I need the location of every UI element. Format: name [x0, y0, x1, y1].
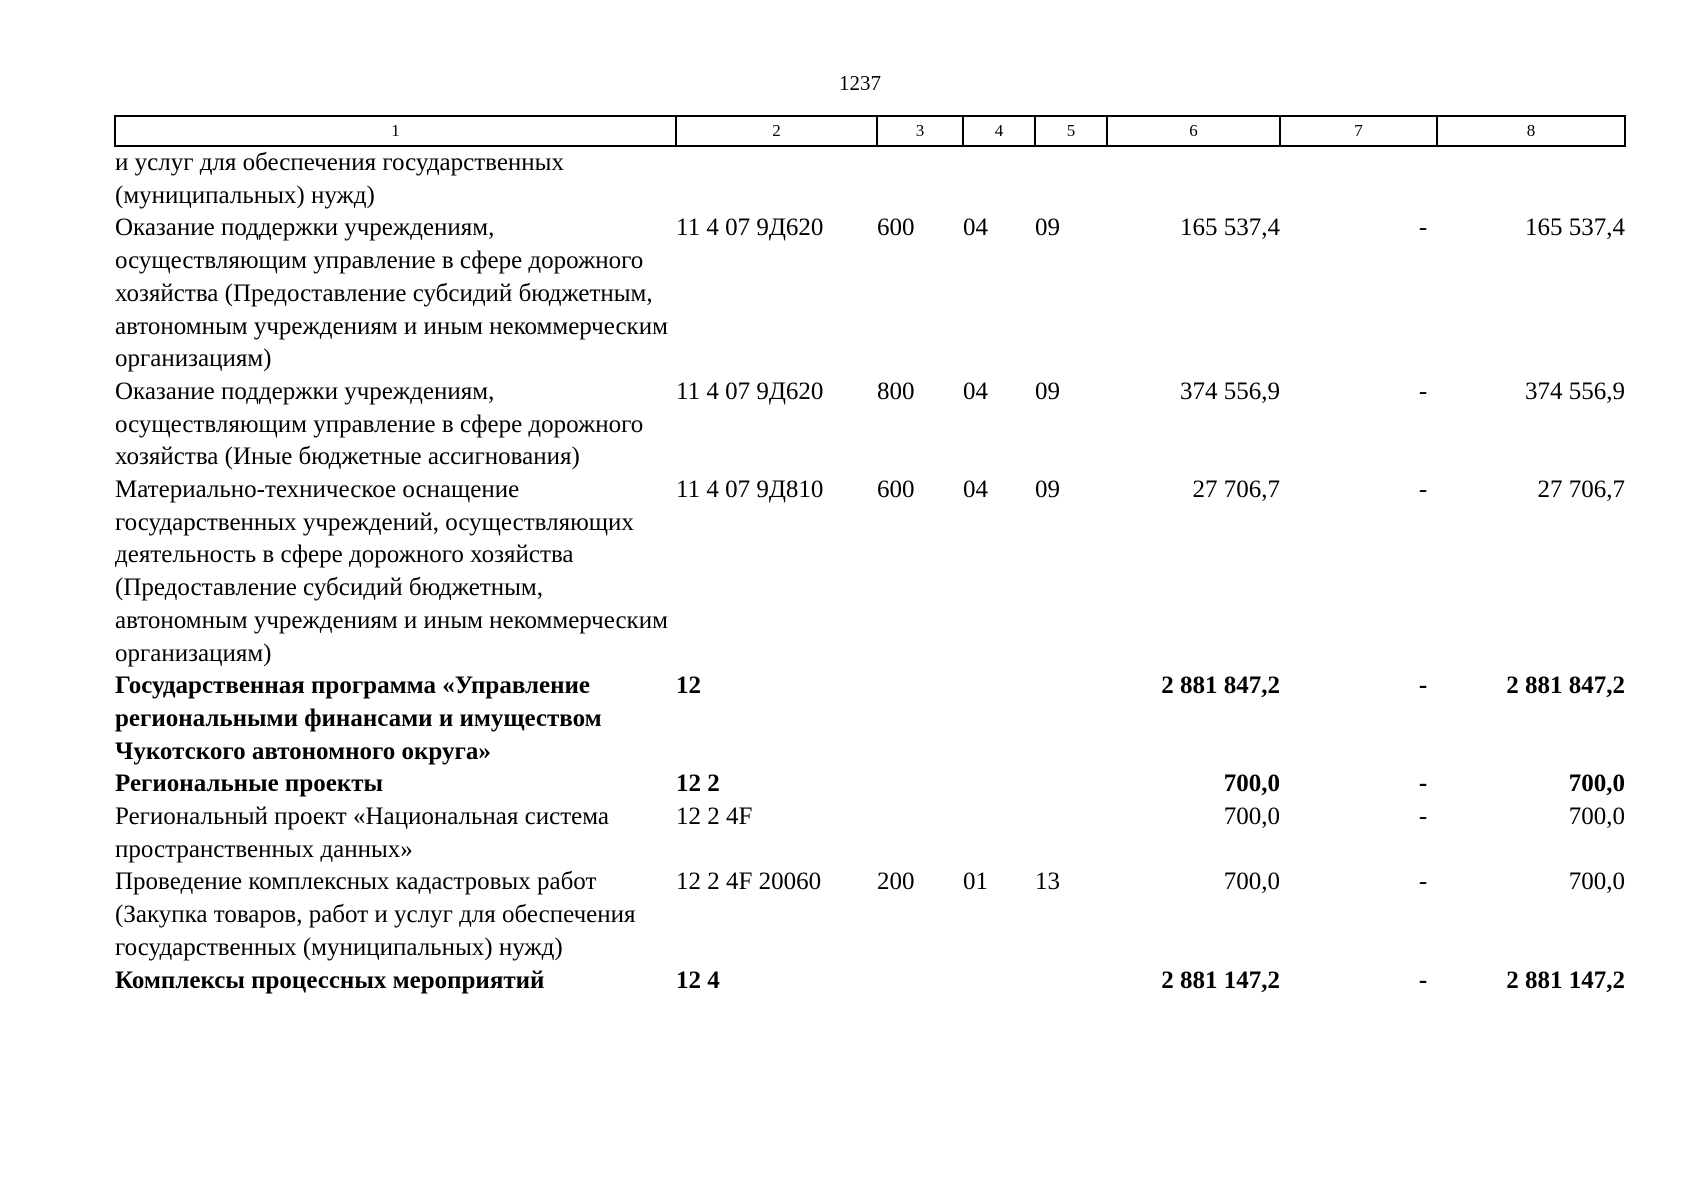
row-expense-type: 200 — [877, 868, 915, 896]
row-amount-8: 2 881 847,2 — [1506, 672, 1625, 700]
header-col-2: 2 — [676, 116, 877, 146]
row-section — [963, 768, 1035, 801]
row-amount-7 — [1280, 768, 1437, 801]
row-code: 12 4 — [676, 966, 720, 994]
row-amount-7 — [1280, 866, 1437, 964]
row-amount-6: 27 706,7 — [1192, 476, 1280, 504]
row-subsection: 09 — [1035, 214, 1060, 242]
row-amount-7 — [1280, 965, 1437, 998]
row-code: 12 2 4F 20060 — [676, 868, 822, 896]
table-row — [115, 212, 1625, 376]
row-section: 04 — [963, 214, 988, 242]
row-amount-6: 700,0 — [1223, 868, 1280, 896]
row-amount-7 — [1280, 376, 1437, 474]
row-section — [963, 146, 1035, 212]
row-amount-6 — [1107, 146, 1280, 212]
row-amount-7-value: - — [1418, 868, 1428, 896]
row-section: 04 — [963, 476, 988, 504]
row-code: 12 2 4F — [676, 803, 753, 831]
row-expense-type — [877, 801, 963, 866]
row-amount-8: 700,0 — [1568, 803, 1625, 831]
row-amount-7 — [1280, 212, 1437, 376]
header-col-7: 7 — [1280, 116, 1437, 146]
row-amount-7-value: - — [1418, 214, 1428, 242]
row-code: 11 4 07 9Д810 — [676, 476, 824, 504]
row-amount-6: 374 556,9 — [1180, 377, 1280, 405]
row-amount-7-value: - — [1418, 770, 1428, 798]
row-amount-7 — [1280, 146, 1437, 212]
row-section — [963, 801, 1035, 866]
row-name: Оказание поддержки учреждениям, осуществляющим управление в сфере дорожного хозяйства (Предоставление субсидий бюджетным, автономным учреждениям и иным некоммерческим организациям) — [115, 214, 668, 373]
row-expense-type: 800 — [877, 377, 915, 405]
row-amount-7-value: - — [1418, 476, 1428, 504]
row-name: Государственная программа «Управление региональными финансами и имуществом Чукотского автономного округа» — [115, 672, 602, 765]
row-name: и услуг для обеспечения государственных (муниципальных) нужд) — [115, 149, 564, 209]
header-row — [115, 116, 1625, 146]
row-amount-8: 165 537,4 — [1525, 214, 1625, 242]
row-expense-type — [877, 768, 963, 801]
header-col-6: 6 — [1107, 116, 1280, 146]
table-body — [115, 146, 1625, 997]
table-row — [115, 146, 1625, 212]
row-expense-type: 600 — [877, 476, 915, 504]
table-row — [115, 474, 1625, 670]
row-expense-type: 600 — [877, 214, 915, 242]
row-amount-8: 374 556,9 — [1525, 377, 1625, 405]
row-amount-7 — [1280, 474, 1437, 670]
row-name: Материально-техническое оснащение государственных учреждений, осуществляющих деятельность в сфере дорожного хозяйства (Предоставление субсидий бюджетным, автономным учреждениям и иным некоммерческим организациям) — [115, 476, 668, 667]
row-expense-type — [877, 965, 963, 998]
row-amount-7 — [1280, 801, 1437, 866]
row-subsection — [1035, 965, 1107, 998]
table-header — [115, 116, 1625, 146]
budget-table — [114, 115, 1626, 997]
row-amount-8: 700,0 — [1568, 770, 1625, 798]
header-col-4: 4 — [963, 116, 1035, 146]
row-amount-6: 2 881 147,2 — [1161, 966, 1280, 994]
row-amount-8 — [1437, 146, 1625, 212]
row-name: Комплексы процессных мероприятий — [115, 966, 545, 994]
row-amount-6: 700,0 — [1223, 770, 1280, 798]
row-amount-8: 700,0 — [1568, 868, 1625, 896]
row-code: 11 4 07 9Д620 — [676, 214, 824, 242]
table-row — [115, 376, 1625, 474]
row-amount-7-value: - — [1418, 672, 1428, 700]
row-amount-7-value: - — [1418, 377, 1428, 405]
row-subsection — [1035, 768, 1107, 801]
row-name: Региональный проект «Национальная система пространственных данных» — [115, 803, 609, 863]
row-subsection: 09 — [1035, 377, 1060, 405]
row-code: 12 2 — [676, 770, 720, 798]
row-expense-type — [877, 670, 963, 768]
row-section — [963, 965, 1035, 998]
header-col-8: 8 — [1437, 116, 1625, 146]
row-amount-7-value: - — [1418, 803, 1428, 831]
row-amount-8: 27 706,7 — [1537, 476, 1625, 504]
row-subsection: 09 — [1035, 476, 1060, 504]
row-amount-6: 2 881 847,2 — [1161, 672, 1280, 700]
row-expense-type — [877, 146, 963, 212]
page-number: 1237 — [839, 71, 881, 95]
table-row — [115, 965, 1625, 998]
table-row — [115, 801, 1625, 866]
table-row — [115, 866, 1625, 964]
header-col-1: 1 — [115, 116, 676, 146]
row-subsection — [1035, 670, 1107, 768]
table-row — [115, 670, 1625, 768]
row-section: 01 — [963, 868, 988, 896]
row-name: Оказание поддержки учреждениям, осуществляющим управление в сфере дорожного хозяйства (Иные бюджетные ассигнования) — [115, 377, 644, 471]
header-col-5: 5 — [1035, 116, 1107, 146]
row-code: 11 4 07 9Д620 — [676, 377, 824, 405]
row-code — [676, 146, 877, 212]
row-amount-6: 165 537,4 — [1180, 214, 1280, 242]
row-amount-7 — [1280, 670, 1437, 768]
header-col-3: 3 — [877, 116, 963, 146]
row-section: 04 — [963, 377, 988, 405]
table-row — [115, 768, 1625, 801]
row-section — [963, 670, 1035, 768]
row-subsection: 13 — [1035, 868, 1060, 896]
row-amount-6: 700,0 — [1223, 803, 1280, 831]
row-code: 12 — [676, 672, 701, 700]
row-name: Региональные проекты — [115, 770, 384, 798]
row-amount-8: 2 881 147,2 — [1506, 966, 1625, 994]
row-subsection — [1035, 801, 1107, 866]
row-amount-7-value: - — [1418, 966, 1428, 994]
row-name: Проведение комплексных кадастровых работ (Закупка товаров, работ и услуг для обеспечения государственных (муниципальных) нужд) — [115, 868, 636, 961]
row-subsection — [1035, 146, 1107, 212]
